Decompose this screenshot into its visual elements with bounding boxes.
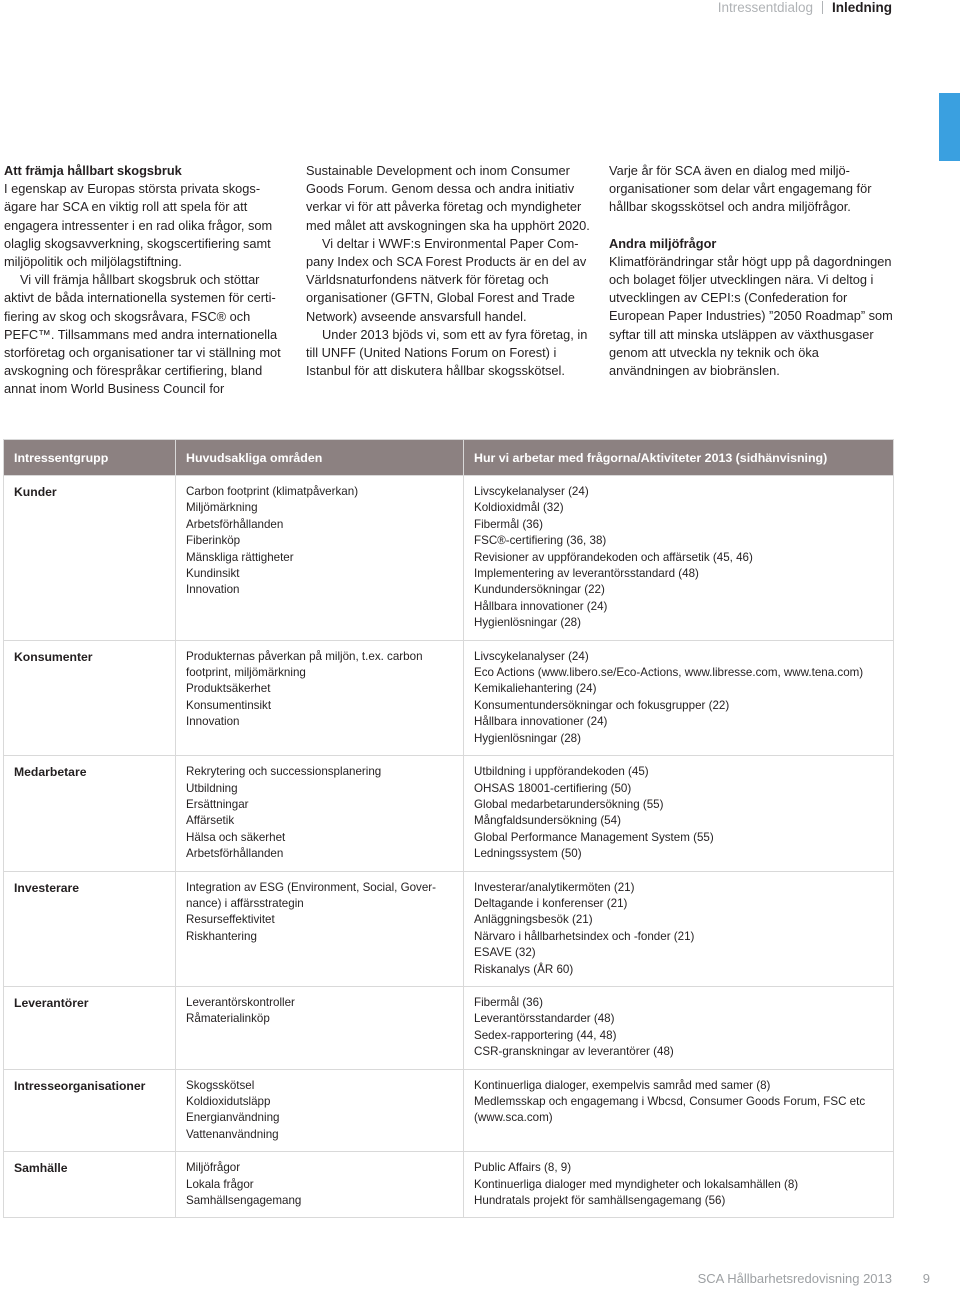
list-item: Kundundersökningar (22) [474,583,605,597]
table-row-consumers [4,640,894,755]
list-item: Fiberinköp [186,534,241,548]
list-item: Ersättningar [186,797,249,811]
table-header-row [4,440,894,476]
text-column-1 [4,162,287,399]
chapter-tab-marker [939,93,960,161]
list-item: Hygienlösningar (28) [474,731,581,745]
stakeholder-group-cell: Leverantörer [4,986,176,1069]
list-item: Hundratals projekt för samhällsengagemang (56) [474,1194,726,1208]
list-item: Integration av ESG (Environment, Social, Governance) i affärsstrategin [186,880,437,910]
list-item: Rekrytering och successionsplanering [186,765,382,779]
list-item: Vattenanvändning [186,1127,279,1141]
list-item: Kemikaliehantering (24) [474,682,597,696]
list-item: Hållbara innovationer (24) [474,715,608,729]
column-header-activities: Hur vi arbetar med frågorna/Aktiviteter 2013 (sidhänvisning) [464,440,894,476]
list-item: Fibermål (36) [474,995,543,1009]
list-item: Konsumentinsikt [186,698,272,712]
list-item: Koldioxidmål (32) [474,501,564,515]
main-areas-cell [176,640,464,755]
text-column-3 [609,162,894,380]
list-item: Mångfaldsundersökning (54) [474,814,621,828]
list-item: Kontinuerliga dialoger, exempelvis samråd med samer (8) [474,1078,771,1092]
list-item: Innovation [186,715,240,729]
stakeholder-group-cell: Konsumenter [4,640,176,755]
list-item: Global Performance Management System (55) [474,830,714,844]
list-item: Riskhantering [186,929,257,943]
list-item: Leverantörskontroller [186,995,295,1009]
table-row-interest-organisations [4,1069,894,1152]
activities-cell [464,476,894,641]
stakeholder-table [3,439,894,1218]
paragraph: I egenskap av Europas största privata skogsägare har SCA en viktig roll att spela för att engagera intressenter i en rad olika frågor, som olaglig skogsavverkning, skogscertifiering samt miljöpolitik och miljölagstiftning. [4,181,273,270]
list-item: Hälsa och säkerhet [186,830,286,844]
list-item: Närvaro i hållbarhetsindex och -fonder (21) [474,929,695,943]
list-item: Livscykelanalyser (24) [474,649,589,663]
list-item: Revisioner av uppförandekoden och affärsetik (45, 46) [474,550,753,564]
list-item: Energianvändning [186,1111,280,1125]
list-item: Fibermål (36) [474,517,543,531]
heading-other-environmental-issues: Andra miljöfrågor [609,235,717,251]
list-item: Resurseffektivitet [186,913,275,927]
running-header [718,0,892,16]
paragraph: Under 2013 bjöds vi, som ett av fyra företag, in till UNFF (United Nations Forum on Forest) i Istanbul för att diskutera hållbar skogsskötsel. [306,326,588,379]
list-item: Implementering av leverantörsstandard (48) [474,567,699,581]
list-item: Utbildning i uppförandekoden (45) [474,765,649,779]
list-item: Arbetsförhållanden [186,847,284,861]
activities-cell [464,871,894,986]
table-row-employees [4,756,894,871]
table-row-investors [4,871,894,986]
activities-cell [464,1152,894,1218]
list-item: FSC®-certifiering (36, 38) [474,534,607,548]
activities-cell [464,640,894,755]
list-item: Livscykelanalyser (24) [474,485,589,498]
page-number: 9 [922,1271,930,1286]
list-item: Koldioxidutsläpp [186,1095,271,1108]
list-item: Mänskliga rättigheter [186,550,294,564]
list-item: Leverantörsstandarder (48) [474,1012,615,1026]
table-row-customers [4,476,894,641]
list-item: Deltagande i konferenser (21) [474,896,628,910]
list-item: Kundinsikt [186,567,240,581]
stakeholder-group-cell: Samhälle [4,1152,176,1218]
paragraph: Sustainable Development och inom Consumer Goods Forum. Genom dessa och andra initiativ verkar vi för att påverka företag och myndigheter med målet att avskogningen ska ha upphört 2020. [306,163,590,233]
main-areas-cell [176,986,464,1069]
list-item: Miljömärkning [186,501,258,515]
list-item: Kontinuerliga dialoger med myndigheter och lokalsamhällen (8) [474,1177,799,1191]
list-item: Miljöfrågor [186,1161,241,1175]
header-divider [822,1,823,14]
list-item: OHSAS 18001-certifiering (50) [474,781,632,795]
table-row-suppliers [4,986,894,1069]
list-item: Global medarbetarundersökning (55) [474,797,664,811]
list-item: Produktsäkerhet [186,682,271,696]
activities-cell [464,756,894,871]
list-item: Konsumentundersökningar och fokusgrupper (22) [474,698,730,712]
stakeholder-group-cell: Kunder [4,476,176,641]
list-item: Skogsskötsel [186,1078,255,1092]
stakeholder-group-cell: Medarbetare [4,756,176,871]
main-areas-cell [176,1069,464,1152]
main-areas-cell [176,756,464,871]
stakeholder-group-cell: Investerare [4,871,176,986]
main-areas-cell [176,1152,464,1218]
activities-cell [464,1069,894,1152]
list-item: CSR-granskningar av leverantörer (48) [474,1045,674,1059]
list-item: Eco Actions (www.libero.se/Eco-Actions, www.libresse.com, www.tena.com) [474,666,864,680]
list-item: Hållbara innovationer (24) [474,599,608,613]
paragraph: Vi deltar i WWF:s Environmental Paper Company Index och SCA Forest Products är en del av Världsnaturfondens nätverk för företag och organisationer (GFTN, Global Forest and Trade Network) avseende ansvarsfull handel. [306,235,587,324]
list-item: Anläggningsbesök (21) [474,913,593,927]
list-item: Sedex-rapportering (44, 48) [474,1028,617,1042]
list-item: Investerar/analytikermöten (21) [474,880,635,894]
stakeholder-group-cell: Intresseorganisationer [4,1069,176,1152]
list-item: ESAVE (32) [474,946,536,960]
list-item: Carbon footprint (klimatpåverkan) [186,485,359,498]
list-item: Hygienlösningar (28) [474,616,581,630]
list-item: Samhällsengagemang [186,1194,302,1208]
activities-cell [464,986,894,1069]
list-item: Public Affairs (8, 9) [474,1161,572,1175]
footer-report-title: SCA Hållbarhetsredovisning 2013 [697,1271,892,1286]
list-item: Arbetsförhållanden [186,517,284,531]
table-row-society [4,1152,894,1218]
list-item: Ledningssystem (50) [474,847,582,861]
main-areas-cell [176,871,464,986]
list-item: Riskanalys (ÅR 60) [474,962,574,976]
paragraph: Klimatförändringar står högt upp på dagordningen och bolaget följer utvecklingen nära. Vi deltog i utvecklingen av CEPI:s (Confederation for European Paper Industries) ”2050 Roadmap” som syftar till att minska utsläppen av växthusgaser genom att utveckla ny teknik och öka användningen av biobränslen. [609,253,893,379]
paragraph: Vi vill främja hållbart skogsbruk och stöttar aktivt de båda internationella systemen för certifiering av skog och skogsråvara, FSC® och PEFC™. Tillsammans med andra internationella storföretag och organisationer tar vi ställning mot avskogning och förespråkar certifiering, bland annat inom World Business Council for [4,272,281,397]
text-column-2 [306,162,590,380]
list-item: Råmaterialinköp [186,1012,270,1026]
list-item: Affärsetik [186,814,235,828]
main-areas-cell [176,476,464,641]
section-label: Intressentdialog [717,0,813,15]
column-header-stakeholder-group: Intressentgrupp [4,440,176,476]
list-item: Utbildning [186,781,238,795]
list-item: Innovation [186,583,240,597]
list-item: Medlemsskap och engagemang i Wbcsd, Consumer Goods Forum, FSC etc (www.sca.com) [474,1095,866,1125]
heading-sustainable-forestry: Att främja hållbart skogsbruk [4,163,182,178]
current-section-label: Inledning [832,0,892,15]
list-item: Produkternas påverkan på miljön, t.ex. carbon footprint, miljömärkning [186,649,423,680]
paragraph: Varje år för SCA även en dialog med miljöorganisationer som delar vårt engagemang för hållbar skogsskötsel och andra miljöfrågor. [609,163,872,215]
column-header-main-areas: Huvudsakliga områden [176,440,464,476]
list-item: Lokala frågor [186,1177,254,1191]
